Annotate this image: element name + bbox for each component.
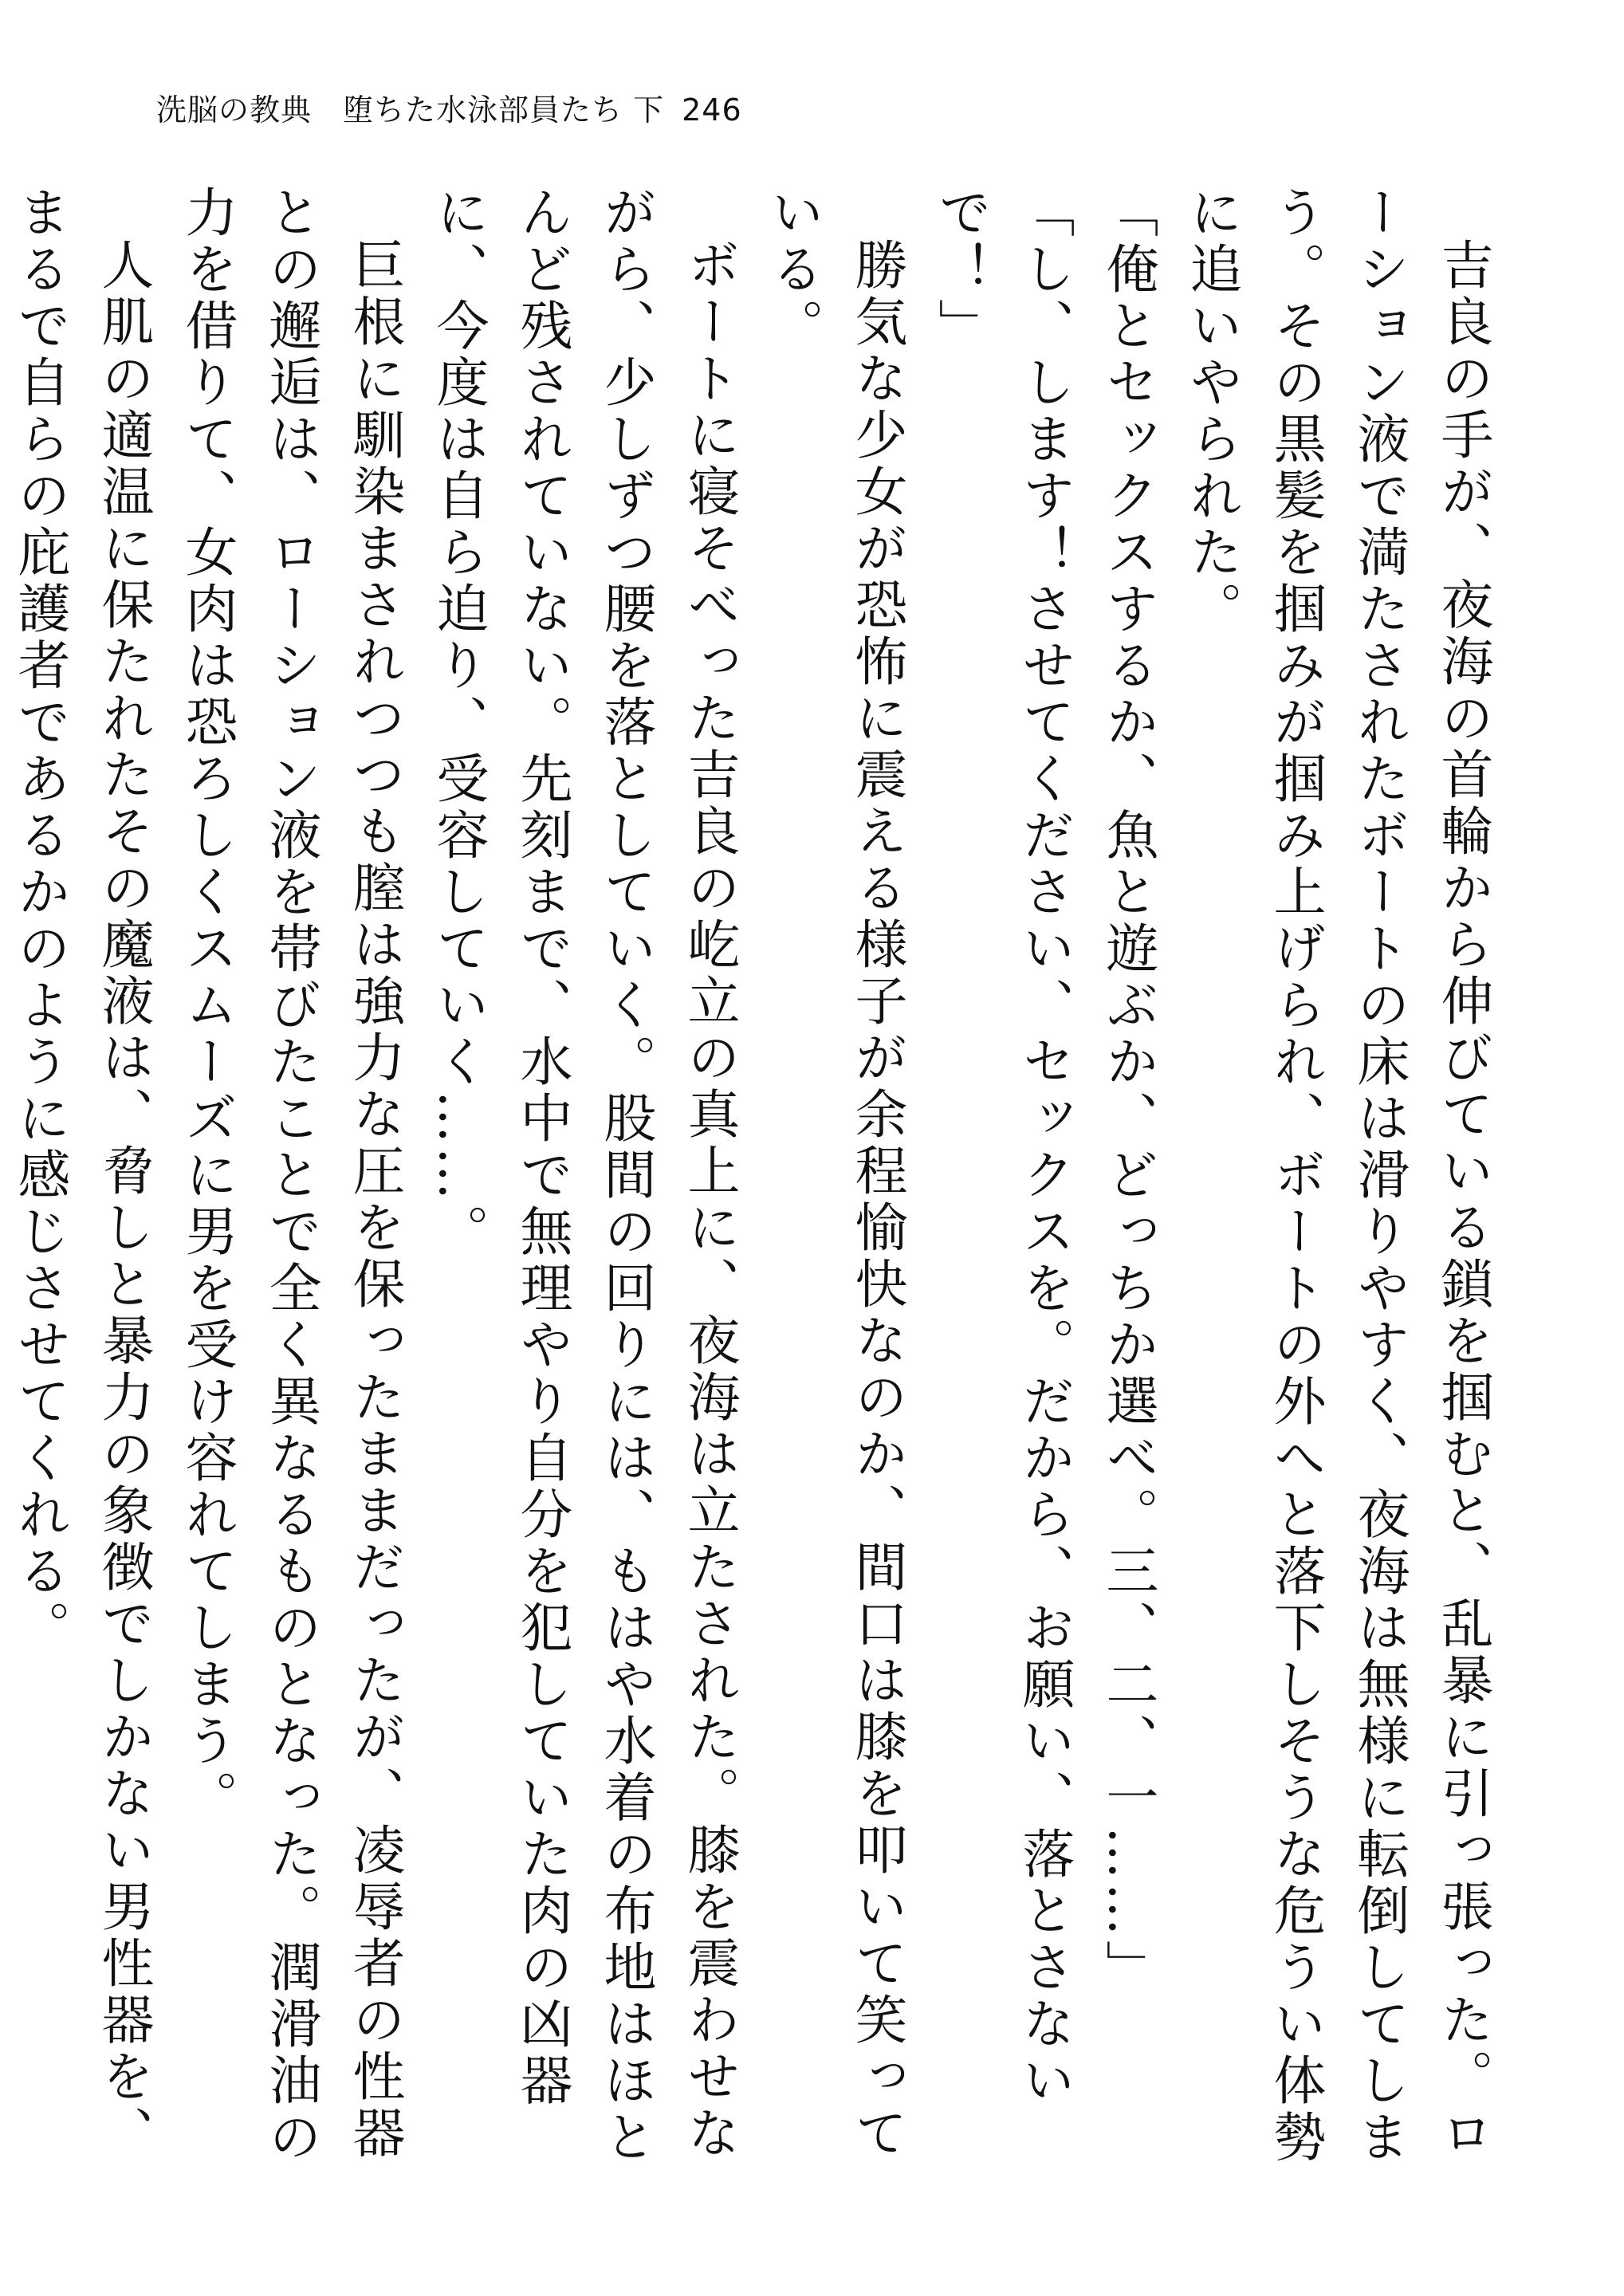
dialogue-line: 「俺とセックスするか、魚と遊ぶか、どっちか選べ。三、二、一……」 [1097,185,1158,1996]
paragraph: 人肌の適温に保たれたその魔液は、脅しと暴力の象徴でしかない男性器を、まるで自らの庇護者であるかのように感じさせてくれる。 [9,185,154,2162]
dialogue-line: 「し、します！させてください、セックスを。だから、お願い、落とさないで！」 [930,185,1075,2109]
paragraph: ボートに寝そべった吉良の屹立の真上に、夜海は立たされた。膝を震わせながら、少しずつ腰を落としていく。股間の回りには、もはや水着の布地はほとんど残されていない。先刻まで、水中で無理やり自分を犯していた肉の凶器に、今度は自ら迫り、受容していく……。 [427,185,740,2166]
vertical-body-text [9,185,1504,2194]
paragraph: 吉良の手が、夜海の首輪から伸びている鎖を掴むと、乱暴に引っ張った。ローション液で満たされたボートの床は滑りやすく、夜海は無様に転倒してしまう。その黒髪を掴みが掴み上げられ、ボートの外へと落下しそうな危うい体勢に追いやられた。 [1181,185,1493,2166]
running-header [156,89,742,131]
paragraph: 巨根に馴染まされつつも膣は強力な圧を保ったままだったが、凌辱者の性器との邂逅は、ローション液を帯びたことで全く異なるものとなった。潤滑油の力を借りて、女肉は恐ろしくスムーズに男を受け容れてしまう。 [176,185,405,2166]
book-title: 洗脳の教典 堕ちた水泳部員たち 下 [156,92,665,128]
paragraph: 勝気な少女が恐怖に震える様子が余程愉快なのか、間口は膝を叩いて笑っている。 [762,185,907,2162]
page-number: 246 [682,92,742,128]
